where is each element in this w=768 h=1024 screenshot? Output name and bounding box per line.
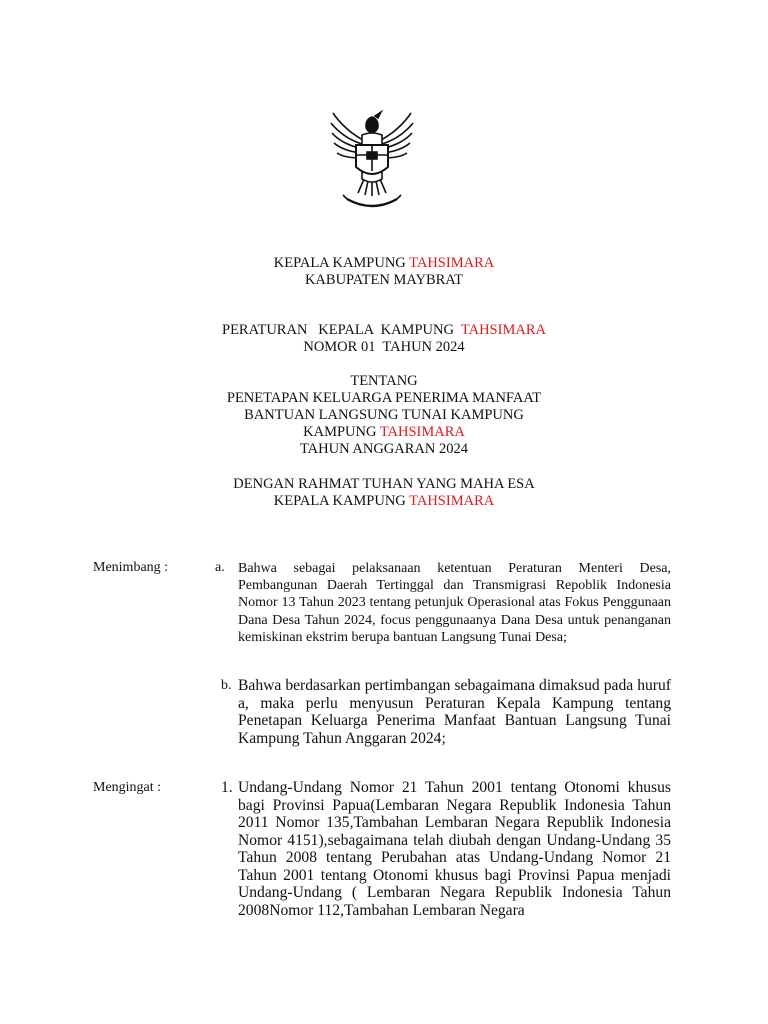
subject-line-3-text: KAMPUNG [303, 424, 377, 440]
menimbang-item-a: Bahwa sebagai pelaksanaan ketentuan Peraturan Menteri Desa, Pembangunan Daerah Tertinggal dan Transmigrasi Repoblik Indonesia Nomor 13 Tahun 2023 tentang petunjuk Operasional atas Fokus Penggunaan Dana Desa Tahun 2024, focus penggunaanya Dana Desa untuk penanganan kemiskinan ekstrim berupa bantuan Langsung Tunai Desa; [238, 561, 671, 645]
mengingat-item-1: Undang-Undang Nomor 21 Tahun 2001 tentang Otonomi khusus bagi Provinsi Papua(Lembaran Negara Republik Indonesia Tahun 2011 Nomor 135,Tambahan Lembaran Negara Republik Indonesia Nomor 4151),sebagaimana telah diubah dengan Undang-Undang 35 Tahun 2008 tentang Perubahan atas Undang-Undang Nomor 21 Tahun 2001 tentang Otonomi khusus bagi Provinsi Papua menjadi Undang-Undang ( Lembaran Negara Republik Indonesia Tahun 2008Nomor 112,Tambahan Lembaran Negara [238, 779, 671, 919]
menimbang-label: Menimbang : [93, 560, 169, 575]
blessing-line-1: DENGAN RAHMAT TUHAN YANG MAHA ESA [233, 476, 535, 492]
blessing-line-2-text: KEPALA KAMPUNG [273, 493, 406, 509]
regulation-title [0, 322, 768, 339]
item-b-marker: b. [221, 678, 232, 693]
village-name: TAHSIMARA [460, 322, 546, 338]
tentang-heading: TENTANG [350, 373, 418, 389]
regulation-number: NOMOR 01 TAHUN 2024 [303, 339, 465, 355]
subject-line-3 [0, 424, 768, 441]
regency-title: KABUPATEN MAYBRAT [304, 272, 464, 288]
issuer-title-text: KEPALA KAMPUNG [273, 255, 406, 271]
item-a-marker: a. [215, 560, 225, 575]
menimbang-item-b: Bahwa berdasarkan pertimbangan sebagaimana dimaksud pada huruf a, maka perlu menyusun Peraturan Kepala Kampung tentang Penetapan Keluarga Penerima Manfaat Bantuan Langsung Tunai Kampung Tahun Anggaran 2024; [238, 677, 671, 747]
village-name: TAHSIMARA [379, 424, 465, 440]
issuer-title [0, 255, 768, 272]
village-name: TAHSIMARA [409, 255, 495, 271]
mengingat-label: Mengingat : [93, 780, 162, 795]
regulation-title-text: PERATURAN KEPALA KAMPUNG [222, 322, 454, 338]
village-name: TAHSIMARA [409, 493, 495, 509]
blessing-line-2 [0, 493, 768, 510]
subject-line-2: BANTUAN LANGSUNG TUNAI KAMPUNG [244, 407, 524, 423]
subject-line-4: TAHUN ANGGARAN 2024 [299, 441, 468, 457]
item-1-marker: 1. [221, 779, 233, 796]
subject-line-1: PENETAPAN KELUARGA PENERIMA MANFAAT [226, 390, 542, 406]
garuda-emblem-icon [329, 105, 415, 217]
